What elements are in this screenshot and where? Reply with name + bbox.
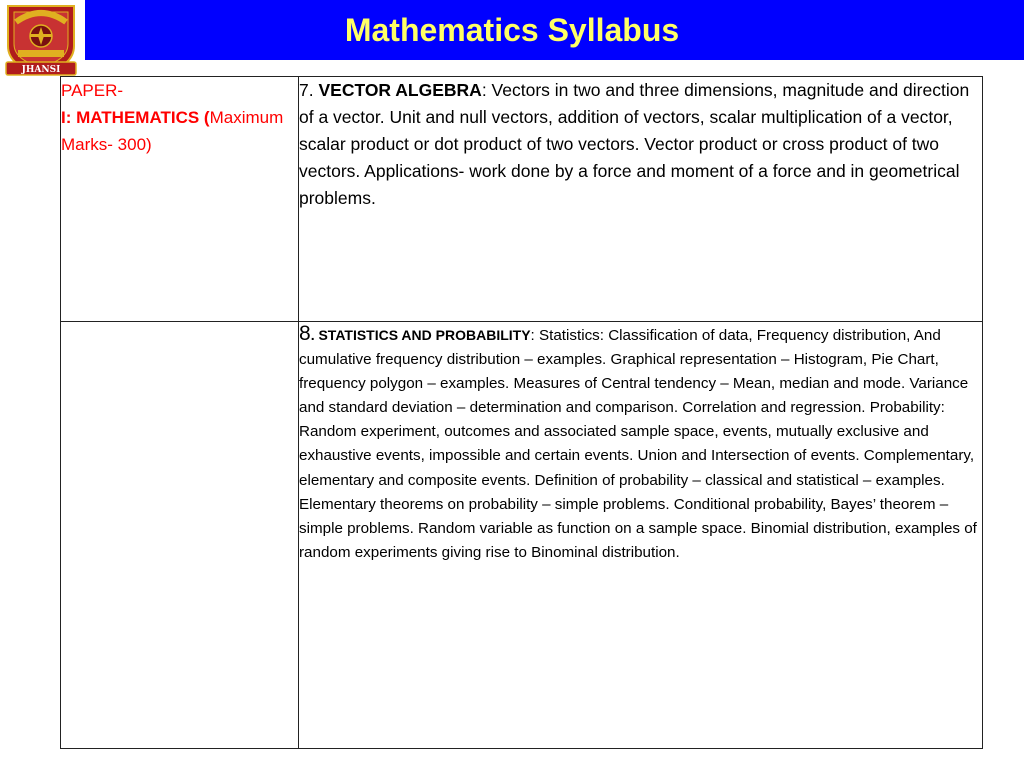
school-crest-graphic bbox=[0, 0, 82, 78]
topic-number: 7. bbox=[299, 80, 319, 100]
topic-heading: . STATISTICS AND PROBABILITY bbox=[310, 327, 531, 343]
empty-cell bbox=[61, 322, 299, 749]
paper-label: PAPER- bbox=[61, 81, 124, 100]
page-title: Mathematics Syllabus bbox=[344, 12, 680, 48]
paper-cell bbox=[61, 77, 299, 322]
school-crest-icon bbox=[0, 0, 82, 78]
syllabus-table bbox=[60, 76, 983, 749]
topic-text: : Statistics: Classification of data, Frequency distribution, And cumulative frequency distribution – examples. Graphical representation – Histogram, Pie Chart, frequency polygon – examples. Measures of Central tendency – Mean, median and mode. Variance and standard deviation – determination and comparison. Correlation and regression. Probability: Random experiment, outcomes and associated sample space, events, mutually exclusive and exhaustive events, impossible and certain events. Union and Intersection of events. Complementary, elementary and composite events. Definition of probability – classical and statistical – examples. Elementary theorems on probability – simple problems. Conditional probability, Bayes’ theorem – simple problems. Random variable as function on a sample space. Binomial distribution, examples of random experiments giving rise to Binominal distribution. bbox=[299, 327, 977, 561]
topic-text: : Vectors in two and three dimensions, magnitude and direction of a vector. Unit and null vectors, addition of vectors, scalar multiplication of a vector, scalar product or dot product of two vectors. Vector product or cross product of two vectors. Applications- work done by a force and moment of a force and in geometrical problems. bbox=[299, 80, 970, 208]
topic-vector-algebra bbox=[299, 77, 983, 322]
table-row bbox=[61, 322, 983, 749]
topic-number: 8 bbox=[299, 322, 311, 345]
topic-heading: VECTOR ALGEBRA bbox=[318, 80, 482, 100]
paper-marks: Maximum Marks- 300) bbox=[61, 108, 284, 154]
topic-statistics-probability bbox=[299, 322, 983, 749]
table-row bbox=[61, 77, 983, 322]
crest-city-lettering: JHANSI bbox=[21, 65, 61, 75]
paper-subject: I: MATHEMATICS ( bbox=[61, 108, 210, 127]
